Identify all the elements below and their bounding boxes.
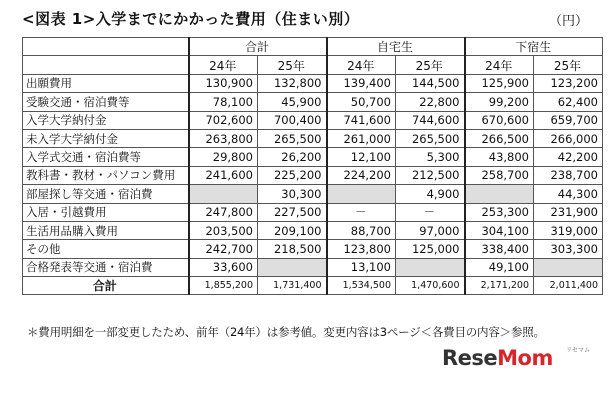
row-label: 受験交通・宿泊費等: [23, 93, 189, 111]
row-label: 教科書・教材・パソコン費用: [23, 166, 189, 184]
row-label: 生活用品購入費用: [23, 221, 189, 239]
value-cell: 1,731,400: [258, 277, 327, 295]
value-cell: 744,600: [396, 111, 465, 129]
header-group-total: 合計: [189, 38, 327, 56]
value-cell: 700,400: [258, 111, 327, 129]
value-cell: [465, 185, 534, 203]
value-cell: 130,900: [189, 74, 258, 92]
header-blank: [23, 56, 189, 74]
value-cell: 702,600: [189, 111, 258, 129]
value-cell: 209,100: [258, 221, 327, 239]
value-cell: 1,534,500: [327, 277, 396, 295]
value-cell: 338,400: [465, 240, 534, 258]
value-cell: 44,300: [534, 185, 603, 203]
table-title: <図表 1>入学までにかかった費用（住まい別）: [22, 10, 360, 28]
value-cell: 88,700: [327, 221, 396, 239]
value-cell: －: [396, 203, 465, 221]
value-cell: 29,800: [189, 148, 258, 166]
header-year: 24年: [189, 56, 258, 74]
value-cell: 263,800: [189, 129, 258, 147]
value-cell: 125,900: [465, 74, 534, 92]
header-group-home: 自宅生: [327, 38, 465, 56]
header-group-row: [23, 38, 603, 56]
header-year: 25年: [534, 56, 603, 74]
value-cell: 1,470,600: [396, 277, 465, 295]
value-cell: 139,400: [327, 74, 396, 92]
header-year: 25年: [396, 56, 465, 74]
value-cell: 261,000: [327, 129, 396, 147]
value-cell: 22,800: [396, 93, 465, 111]
value-cell: 741,600: [327, 111, 396, 129]
table-row: [23, 221, 603, 239]
value-cell: 42,200: [534, 148, 603, 166]
value-cell: 304,100: [465, 221, 534, 239]
value-cell: 123,200: [534, 74, 603, 92]
value-cell: 247,800: [189, 203, 258, 221]
value-cell: 224,200: [327, 166, 396, 184]
value-cell: 659,700: [534, 111, 603, 129]
unit-label: （円）: [548, 14, 588, 29]
value-cell: 144,500: [396, 74, 465, 92]
value-cell: 212,500: [396, 166, 465, 184]
value-cell: 62,400: [534, 93, 603, 111]
value-cell: 2,011,400: [534, 277, 603, 295]
table-row: [23, 166, 603, 184]
value-cell: 13,100: [327, 258, 396, 276]
value-cell: 26,200: [258, 148, 327, 166]
row-label: 部屋探し等交通・宿泊費: [23, 185, 189, 203]
value-cell: 4,900: [396, 185, 465, 203]
value-cell: 99,200: [465, 93, 534, 111]
value-cell: 253,300: [465, 203, 534, 221]
value-cell: 218,500: [258, 240, 327, 258]
value-cell: 670,600: [465, 111, 534, 129]
header-year-row: [23, 56, 603, 74]
value-cell: 43,800: [465, 148, 534, 166]
value-cell: [258, 258, 327, 276]
value-cell: －: [327, 203, 396, 221]
value-cell: 242,700: [189, 240, 258, 258]
value-cell: 241,600: [189, 166, 258, 184]
table-row: [23, 240, 603, 258]
table-row: [23, 93, 603, 111]
value-cell: [534, 258, 603, 276]
table-row: [23, 203, 603, 221]
value-cell: 203,500: [189, 221, 258, 239]
value-cell: 33,600: [189, 258, 258, 276]
row-label: 入学大学納付金: [23, 111, 189, 129]
table-row: [23, 74, 603, 92]
table-row: [23, 258, 603, 276]
header-year: 25年: [258, 56, 327, 74]
header-year: 24年: [327, 56, 396, 74]
value-cell: 78,100: [189, 93, 258, 111]
row-label: 入学式交通・宿泊費等: [23, 148, 189, 166]
value-cell: 97,000: [396, 221, 465, 239]
value-cell: 49,100: [465, 258, 534, 276]
value-cell: 266,000: [534, 129, 603, 147]
value-cell: 266,500: [465, 129, 534, 147]
logo-subtext: リセマム: [566, 347, 590, 354]
value-cell: 45,900: [258, 93, 327, 111]
row-label: 合計: [23, 277, 189, 295]
header-group-lodging: 下宿生: [465, 38, 603, 56]
table-row: [23, 185, 603, 203]
value-cell: 123,800: [327, 240, 396, 258]
value-cell: 225,200: [258, 166, 327, 184]
value-cell: 2,171,200: [465, 277, 534, 295]
row-label: 合格発表等交通・宿泊費: [23, 258, 189, 276]
value-cell: 258,700: [465, 166, 534, 184]
value-cell: 303,300: [534, 240, 603, 258]
row-label: 出願費用: [23, 74, 189, 92]
table-row: [23, 111, 603, 129]
value-cell: 5,300: [396, 148, 465, 166]
value-cell: [327, 185, 396, 203]
table-row: [23, 148, 603, 166]
value-cell: 265,500: [258, 129, 327, 147]
value-cell: 132,800: [258, 74, 327, 92]
value-cell: 231,900: [534, 203, 603, 221]
value-cell: [396, 258, 465, 276]
value-cell: [189, 185, 258, 203]
value-cell: 227,500: [258, 203, 327, 221]
value-cell: 238,700: [534, 166, 603, 184]
value-cell: 125,000: [396, 240, 465, 258]
row-label: その他: [23, 240, 189, 258]
value-cell: 265,500: [396, 129, 465, 147]
resemom-logo: ReseMom: [442, 346, 553, 370]
row-label: 入居・引越費用: [23, 203, 189, 221]
total-row: [23, 277, 603, 295]
table-row: [23, 129, 603, 147]
value-cell: 319,000: [534, 221, 603, 239]
value-cell: 1,855,200: [189, 277, 258, 295]
footnote: ＊費用明細を一部変更したため、前年（24年）は参考値。変更内容は3ページ＜各費目の内容＞参照。: [27, 325, 545, 339]
value-cell: 50,700: [327, 93, 396, 111]
cost-table: [22, 37, 603, 295]
value-cell: 12,100: [327, 148, 396, 166]
header-blank: [23, 38, 189, 56]
row-label: 未入学大学納付金: [23, 129, 189, 147]
value-cell: 30,300: [258, 185, 327, 203]
header-year: 24年: [465, 56, 534, 74]
